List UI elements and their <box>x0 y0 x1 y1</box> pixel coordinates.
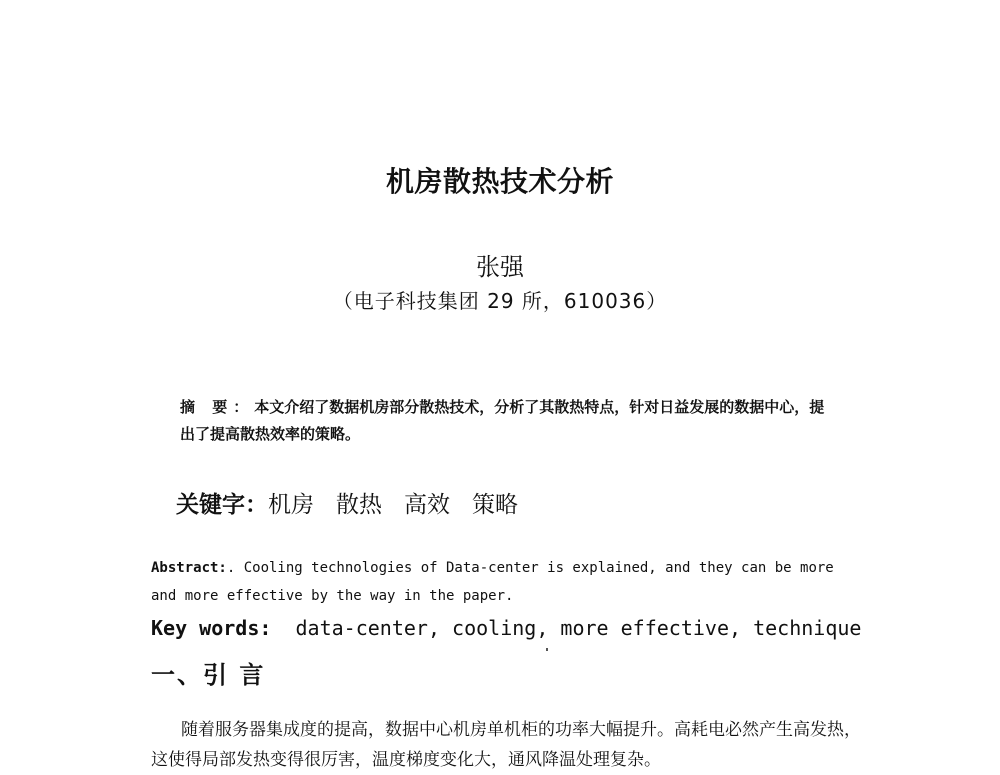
keyword-chinese-item: 机房 <box>268 492 314 518</box>
keywords-english <box>151 614 861 642</box>
author-affiliation: （电子科技集团 29 所，610036） <box>332 289 668 313</box>
scan-artifact <box>546 648 548 651</box>
section-heading-introduction: 一、引 言 <box>151 661 266 689</box>
paper-title: 机房散热技术分析 <box>385 165 614 198</box>
abstract-chinese-label: 摘 要： <box>180 398 255 416</box>
abstract-chinese <box>180 394 830 448</box>
introduction-paragraph: 随着服务器集成度的提高，数据中心机房单机柜的功率大幅提升。高耗电必然产生高发热，这使得局部发热变得很厉害，温度梯度变化大，通风降温处理复杂。 <box>151 720 861 770</box>
keywords-chinese <box>176 490 540 520</box>
keyword-chinese-item: 策略 <box>472 492 518 518</box>
keywords-english-label: Key words: <box>151 616 272 640</box>
keyword-chinese-item: 散热 <box>336 492 382 518</box>
abstract-english-label: Abstract: <box>151 560 227 576</box>
keywords-english-text: data-center, cooling, more effective, technique <box>295 616 862 640</box>
author-name: 张强 <box>476 253 524 281</box>
abstract-english <box>151 554 851 610</box>
abstract-chinese-text: 本文介绍了数据机房部分散热技术，分析了其散热特点，针对日益发展的数据中心，提出了提高散热效率的策略。 <box>180 398 825 443</box>
keyword-chinese-item: 高效 <box>404 492 450 518</box>
keywords-chinese-label: 关键字： <box>176 492 268 518</box>
abstract-english-text: . Cooling technologies of Data-center is explained, and they can be more and more effective by the way in the paper. <box>151 560 834 604</box>
